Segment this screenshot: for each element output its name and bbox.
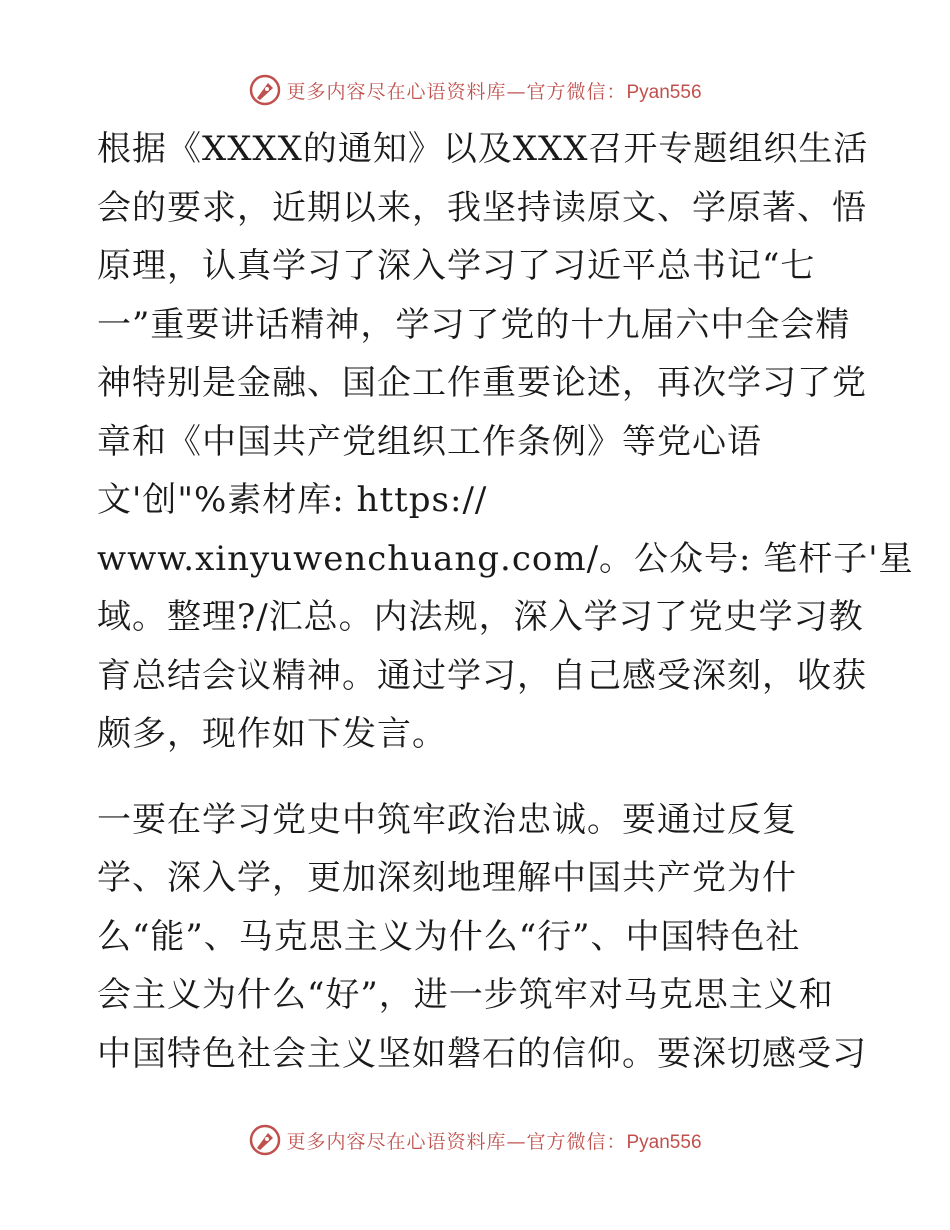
text-line: 文'创"%素材库: https:// <box>97 480 488 520</box>
text-line: www.xinyuwenchuang.com/。公众号: 笔杆子'星 <box>97 538 914 579</box>
watermark-text: 更多内容尽在心语资料库—官方微信：Pyan556 <box>286 1130 702 1153</box>
text-line: 原理，认真学习了深入学习了习近平总书记“七 <box>97 246 816 286</box>
text-line: 章和《中国共产党组织工作条例》等党心语 <box>97 421 762 462</box>
pen-nib-circle-icon <box>248 73 282 107</box>
text-line: 根据《XXXX的通知》以及XXX召开专题组织生活 <box>97 129 869 169</box>
watermark-text: 更多内容尽在心语资料库—官方微信：Pyan556 <box>286 80 702 103</box>
document-body <box>97 120 914 1083</box>
footer-watermark <box>0 1120 950 1160</box>
text-line: 学、深入学，更加深刻地理解中国共产党为什 <box>97 858 797 898</box>
text-line: 中国特色社会主义坚如磐石的信仰。要深切感受习 <box>97 1033 867 1074</box>
text-line: 一”重要讲话精神，学习了党的十九届六中全会精 <box>97 304 851 345</box>
text-line: 域。整理?/汇总。内法规，深入学习了党史学习教 <box>97 597 864 637</box>
text-line: 会的要求，近期以来，我坚持读原文、学原著、悟 <box>97 187 867 228</box>
text-line: 会主义为什么“好”，进一步筑牢对马克思主义和 <box>97 975 834 1015</box>
header-watermark <box>0 70 950 110</box>
text-line: 一要在学习党史中筑牢政治忠诚。要通过反复 <box>97 799 797 840</box>
paragraph-intro <box>97 120 914 764</box>
paragraph-point-one <box>97 791 867 1084</box>
text-line: 育总结会议精神。通过学习，自己感受深刻，收获 <box>97 655 867 696</box>
pen-nib-circle-icon <box>248 1123 282 1157</box>
text-line: 颇多，现作如下发言。 <box>97 714 447 754</box>
text-line: 神特别是金融、国企工作重要论述，再次学习了党 <box>97 363 867 403</box>
text-line: 么“能”、马克思主义为什么“行”、中国特色社 <box>97 916 801 957</box>
